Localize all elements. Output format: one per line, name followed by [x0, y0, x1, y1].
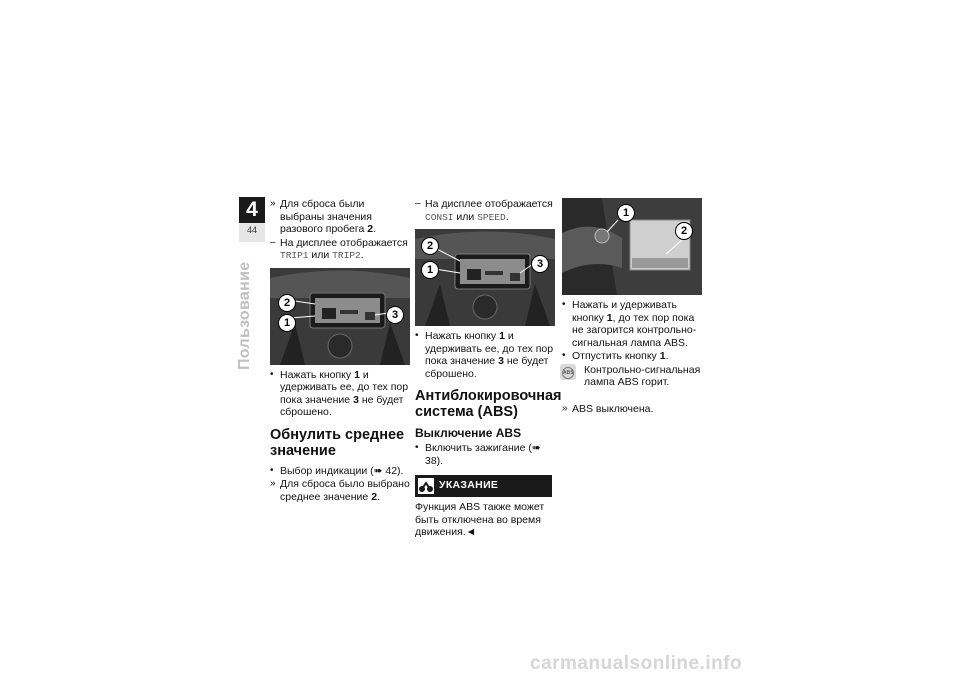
callout-2: 2 — [421, 237, 439, 255]
column-3 — [562, 198, 702, 416]
bullet-marker: • — [270, 464, 274, 476]
list-item: » Для сброса было выбрано среднее значение 2. — [270, 478, 410, 503]
callout-1: 1 — [278, 314, 296, 332]
callout-1: 1 — [617, 204, 635, 222]
column-1 — [270, 198, 410, 504]
list-item: • Нажать и удерживать кнопку 1, до тех пор пока не загорится контрольно-сигнальная лампа ABS. — [562, 299, 697, 349]
result-marker: » — [270, 198, 276, 209]
bullet-marker: • — [562, 299, 566, 310]
list-item — [270, 465, 410, 478]
abs-warning-lamp-icon: ABS — [560, 364, 576, 380]
page-number: 44 — [246, 225, 257, 235]
bullet-marker: • — [415, 442, 419, 453]
chapter-number: 4 — [239, 197, 265, 223]
notice-text: Функция ABS также может быть отключена во время движения.◄ — [415, 501, 545, 538]
list-item: – На дисплее отображается TRIP1 или TRIP2. — [270, 236, 408, 261]
display-code: TRIP1 — [280, 250, 309, 261]
notice-banner — [415, 475, 552, 497]
list-item — [415, 442, 555, 467]
list-item: » Для сброса были выбраны значения разового пробега 2. — [270, 198, 376, 235]
callout-1: 1 — [421, 261, 439, 279]
column-2 — [415, 198, 562, 539]
display-code: CONSI — [425, 211, 454, 223]
list-item: • Отпустить кнопку 1. — [562, 350, 669, 362]
dash-marker: – — [270, 236, 276, 248]
list-item: • Нажать кнопку 1 и удерживать ее, до тех пор пока значение 3 не будет сброшено. — [415, 330, 554, 380]
dash-marker: – — [415, 198, 421, 209]
bullet-marker: • — [415, 330, 419, 341]
list-item: – На дисплее отображается CONSI или SPEED. — [415, 198, 553, 223]
callout-3: 3 — [531, 255, 549, 273]
chapter-tab — [239, 197, 265, 242]
display-code: TRIP2 — [332, 250, 361, 261]
callout-2: 2 — [675, 222, 693, 240]
subsection-heading: Выключение ABS — [415, 426, 522, 440]
key-ref: 2 — [367, 223, 374, 235]
result-marker: » — [562, 402, 568, 414]
result-marker: » — [270, 478, 276, 489]
page-reference[interactable]: Включить зажигание (➠ 38). — [425, 442, 541, 467]
instrument-cluster-photo — [415, 229, 555, 326]
display-code: SPEED — [477, 211, 506, 223]
motorcycle-info-icon — [418, 478, 434, 494]
notice-label: УКАЗАНИЕ — [439, 479, 499, 491]
section-heading: Антиблокировочная система (ABS) — [415, 388, 562, 420]
section-heading: Обнулить среднее значение — [270, 426, 405, 459]
chapter-title: Пользование — [236, 261, 253, 370]
list-item: • Нажать кнопку 1 и удерживать ее, до тех пор пока значение 3 не будет сброшено. — [270, 368, 409, 418]
callout-3: 3 — [386, 306, 404, 324]
list-item: » ABS выключена. — [562, 402, 654, 415]
instrument-cluster-photo — [270, 268, 410, 365]
callout-2: 2 — [278, 294, 296, 312]
lamp-text: Контрольно-сигнальная лампа ABS горит. — [584, 363, 701, 388]
bullet-marker: • — [562, 350, 566, 361]
watermark: carmanualsonline.info — [530, 653, 743, 674]
abs-button-photo — [562, 198, 702, 295]
bullet-marker: • — [270, 368, 274, 380]
abs-lamp-note — [562, 364, 702, 389]
page-reference[interactable]: Выбор индикации (➠ 42). — [280, 464, 404, 477]
